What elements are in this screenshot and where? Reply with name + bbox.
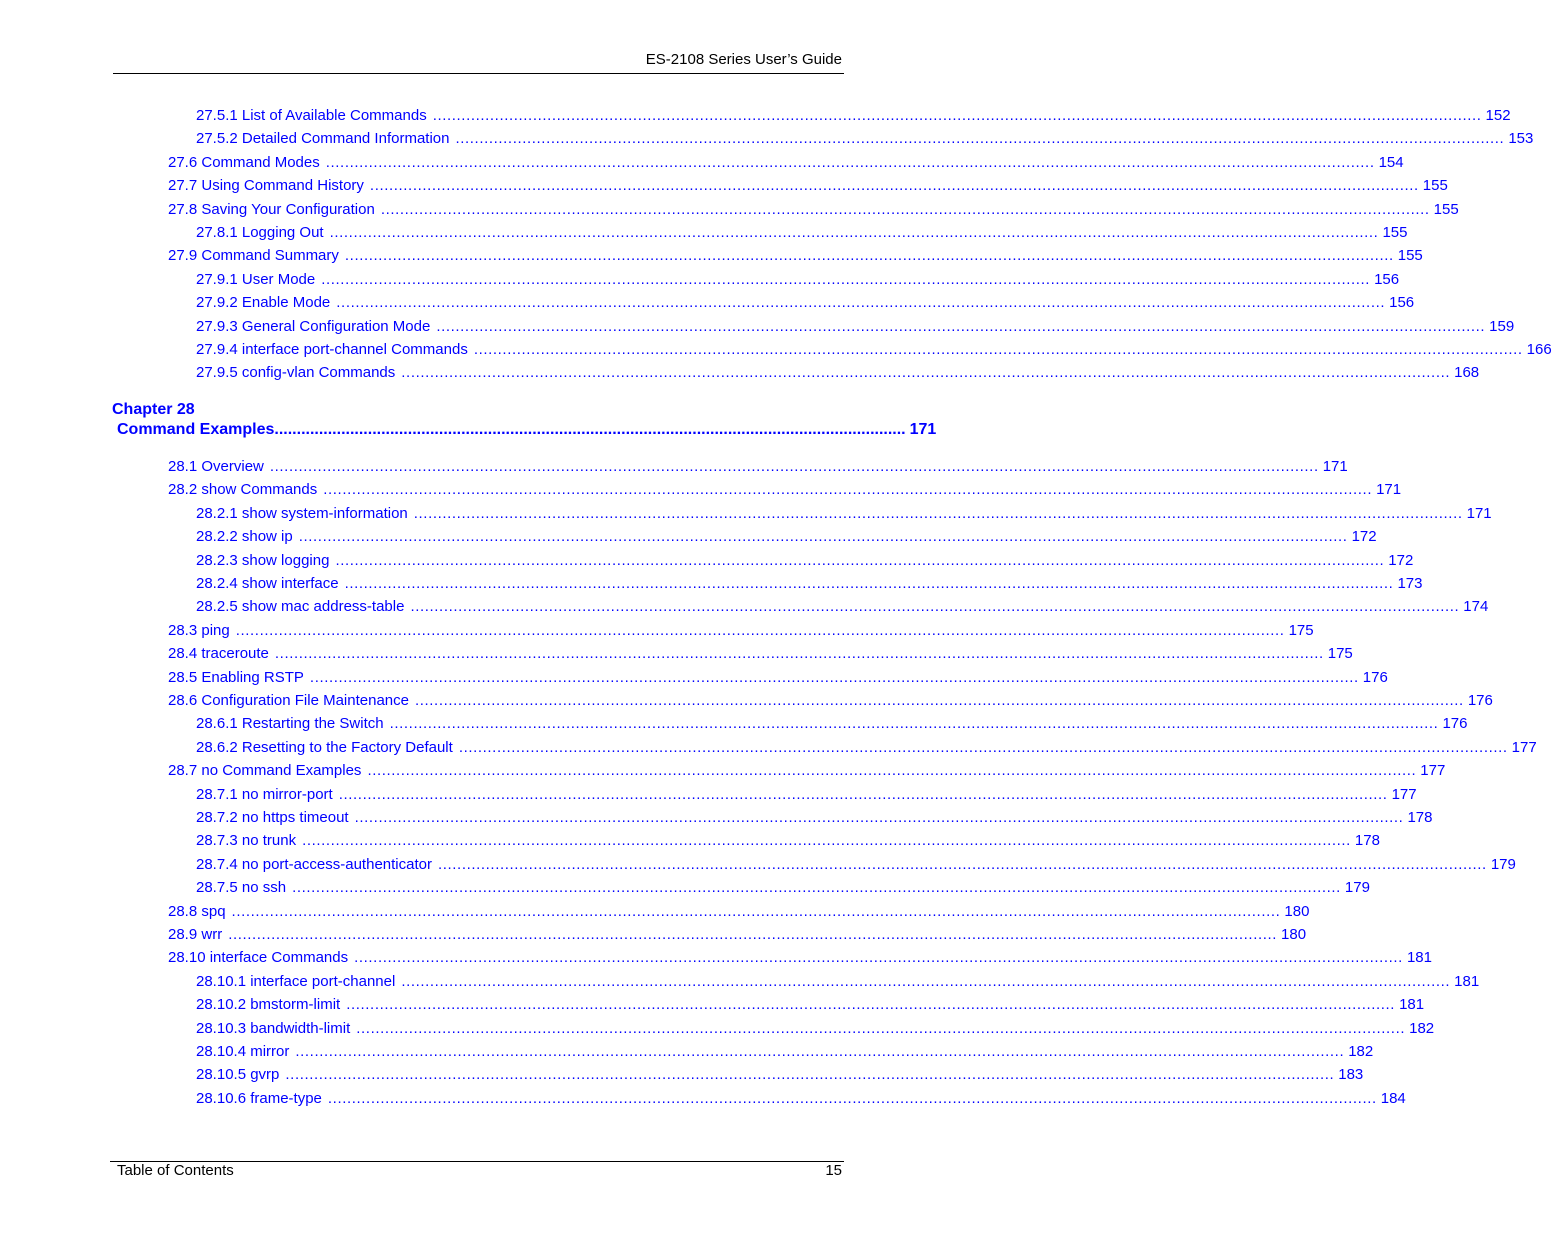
toc-entry-page-number: 175 (1327, 645, 1353, 663)
toc-entry-title: 28.10.4 mirror (196, 1043, 290, 1060)
dot-leader: .............................................................................................................................................. (274, 421, 906, 438)
toc-entry-title: 28.2 show Commands (168, 481, 318, 499)
dot-leader: ............................................................................................................................................................................................................................ (473, 341, 1523, 358)
toc-entry-title: 28.10.3 bandwidth-limit (196, 1019, 351, 1037)
toc-entry-title: 28.2.5 show mac address-table (196, 598, 405, 616)
toc-entry[interactable] (0, 761, 1446, 781)
toc-entry[interactable] (0, 1065, 1364, 1085)
toc-entry-title: 28.1 Overview (168, 458, 264, 475)
dot-leader: ............................................................................................................................................................................................................................ (292, 879, 1341, 897)
toc-entry[interactable] (0, 621, 1314, 641)
toc-entry[interactable] (0, 551, 1414, 571)
toc-entry-title: 28.8 spq (168, 902, 226, 920)
footer-page-number: 15 (825, 1162, 842, 1179)
toc-entry[interactable] (0, 925, 1307, 945)
footer-section-title: Table of Contents (117, 1162, 234, 1179)
toc-entry-title: 28.10.5 gvrp (196, 1066, 280, 1084)
dot-leader: ............................................................................................................................................................................................................................ (344, 575, 1394, 592)
toc-entry[interactable] (0, 246, 1423, 266)
toc-entry[interactable] (0, 902, 1310, 922)
toc-entry-page-number: 173 (1397, 575, 1423, 592)
toc-entry[interactable] (0, 129, 1534, 149)
toc-entry-title: 27.9.3 General Configuration Mode (196, 317, 431, 335)
dot-leader: ............................................................................................................................................................................................................................ (356, 1019, 1406, 1037)
toc-entry-page-number: 153 (1508, 130, 1534, 148)
toc-entry-title: 28.10.2 bmstorm-limit (196, 996, 341, 1014)
dot-leader: ............................................................................................................................................................................................................................ (338, 785, 1388, 803)
toc-entry-page-number: 184 (1380, 1089, 1406, 1107)
dot-leader: ............................................................................................................................................................................................................................ (354, 949, 1403, 967)
toc-entry-page-number: 159 (1489, 317, 1515, 335)
chapter-label[interactable]: Chapter 28 (112, 401, 195, 418)
dot-leader: ............................................................................................................................................................................................................................ (309, 668, 1359, 686)
toc-entry-title: 27.7 Using Command History (168, 177, 364, 195)
toc-entry-page-number: 179 (1344, 879, 1370, 897)
toc-entry-page-number: 177 (1511, 738, 1537, 756)
toc-entry-page-number: 178 (1407, 809, 1433, 826)
dot-leader: ............................................................................................................................................................................................................................ (369, 177, 1419, 195)
toc-entry-title: 28.7.3 no trunk (196, 832, 297, 850)
toc-entry-title: 27.6 Command Modes (168, 153, 320, 171)
toc-entry-page-number: 171 (1376, 481, 1402, 499)
toc-entry-title: 28.7.4 no port-access-authenticator (196, 855, 432, 873)
dot-leader: ............................................................................................................................................................................................................................ (321, 270, 1371, 288)
toc-entry[interactable] (0, 808, 1433, 828)
toc-entry[interactable] (0, 340, 1552, 360)
dot-leader: ............................................................................................................................................................................................................................ (335, 551, 1385, 569)
toc-entry[interactable] (0, 1089, 1406, 1109)
toc-entry-title: 27.9.5 config-vlan Commands (196, 364, 396, 382)
toc-entry-page-number: 182 (1348, 1043, 1374, 1060)
toc-entry-title: 27.9.4 interface port-channel Commands (196, 341, 468, 358)
toc-entry-page-number: 177 (1391, 785, 1417, 803)
dot-leader: ............................................................................................................................................................................................................................ (380, 200, 1430, 218)
toc-entry[interactable] (0, 995, 1425, 1015)
toc-entry[interactable] (0, 597, 1489, 617)
dot-leader: ............................................................................................................................................................................................................................ (346, 996, 1396, 1014)
toc-entry[interactable] (0, 668, 1388, 688)
toc-entry-page-number: 166 (1526, 341, 1552, 358)
toc-entry[interactable] (0, 153, 1404, 173)
toc-entry-page-number: 180 (1281, 926, 1307, 943)
dot-leader: ............................................................................................................................................................................................................................ (458, 738, 1508, 756)
toc-entry[interactable] (0, 293, 1415, 313)
toc-entry[interactable] (0, 270, 1400, 290)
toc-entry-page-number: 171 (1322, 458, 1348, 475)
toc-entry-title: 28.7.2 no https timeout (196, 809, 349, 826)
chapter-page-number: 171 (909, 421, 937, 438)
toc-entry-title: 28.2.4 show interface (196, 575, 339, 592)
dot-leader: ............................................................................................................................................................................................................................ (231, 902, 1281, 920)
toc-entry-title: 27.9 Command Summary (168, 247, 339, 265)
dot-leader: ............................................................................................................................................................................................................................ (344, 247, 1394, 265)
dot-leader: ............................................................................................................................................................................................................................ (323, 481, 1373, 499)
dot-leader: ............................................................................................................................................................................................................................ (413, 504, 1463, 522)
toc-entry-page-number: 180 (1284, 902, 1310, 920)
toc-entry-title: 28.3 ping (168, 621, 230, 639)
dot-leader: ............................................................................................................................................................................................................................ (455, 130, 1505, 148)
toc-entry[interactable] (0, 363, 1480, 383)
toc-entry-title: 28.10.1 interface port-channel (196, 972, 396, 990)
toc-entry[interactable] (0, 457, 1348, 477)
toc-entry[interactable] (0, 106, 1511, 126)
toc-entry-title: 27.5.1 List of Available Commands (196, 107, 427, 124)
toc-entry-page-number: 176 (1442, 715, 1468, 733)
dot-leader: ............................................................................................................................................................................................................................ (235, 621, 1285, 639)
toc-entry[interactable] (0, 223, 1408, 243)
dot-leader: ............................................................................................................................................................................................................................ (295, 1043, 1345, 1060)
toc-entry-title: 28.4 traceroute (168, 645, 269, 663)
toc-entry-page-number: 174 (1463, 598, 1489, 616)
toc-entry-title: 28.2.1 show system-information (196, 504, 408, 522)
toc-entry-title: 28.7.1 no mirror-port (196, 785, 333, 803)
toc-entry[interactable] (0, 1019, 1435, 1039)
dot-leader: ............................................................................................................................................................................................................................ (367, 762, 1417, 780)
toc-entry[interactable] (0, 574, 1423, 594)
toc-entry-title: 27.9.1 User Mode (196, 270, 316, 288)
toc-entry-page-number: 152 (1485, 107, 1511, 124)
toc-entry-page-number: 154 (1378, 153, 1404, 171)
toc-entry[interactable] (0, 317, 1515, 337)
toc-entry-title: 28.6 Configuration File Maintenance (168, 692, 409, 709)
toc-entry-page-number: 168 (1454, 364, 1480, 382)
dot-leader: ............................................................................................................................................................................................................................ (269, 458, 1319, 475)
dot-leader: ............................................................................................................................................................................................................................ (436, 317, 1486, 335)
dot-leader: ............................................................................................................................................................................................................................ (298, 528, 1348, 546)
toc-entry[interactable] (0, 644, 1353, 664)
toc-entry-page-number: 156 (1374, 270, 1400, 288)
toc-entry-title: 28.2.3 show logging (196, 551, 330, 569)
toc-entry-page-number: 181 (1454, 972, 1480, 990)
toc-entry-title: 28.5 Enabling RSTP (168, 668, 304, 686)
dot-leader: ............................................................................................................................................................................................................................ (302, 832, 1351, 850)
dot-leader: ............................................................................................................................................................................................................................ (401, 972, 1451, 990)
toc-entry-page-number: 155 (1397, 247, 1423, 265)
toc-entry[interactable] (0, 972, 1480, 992)
dot-leader: ............................................................................................................................................................................................................................ (325, 153, 1375, 171)
dot-leader: ............................................................................................................................................................................................................................ (389, 715, 1439, 733)
toc-entry-title: 28.6.1 Restarting the Switch (196, 715, 384, 733)
dot-leader: ............................................................................................................................................................................................................................ (285, 1066, 1335, 1084)
toc-entry[interactable] (0, 1042, 1374, 1062)
toc-entry[interactable] (0, 527, 1377, 547)
toc-entry[interactable] (0, 738, 1537, 758)
toc-entry-title: 27.8.1 Logging Out (196, 224, 324, 241)
toc-entry-page-number: 155 (1433, 200, 1459, 218)
toc-entry[interactable] (0, 855, 1516, 875)
toc-entry[interactable] (0, 176, 1448, 196)
toc-entry[interactable] (0, 480, 1402, 500)
toc-entry[interactable] (0, 691, 1493, 711)
toc-entry-title: 28.7.5 no ssh (196, 879, 287, 897)
toc-entry-page-number: 181 (1399, 996, 1425, 1014)
toc-entry-page-number: 172 (1388, 551, 1414, 569)
toc-entry[interactable] (0, 831, 1380, 851)
page-header-title: ES-2108 Series User’s Guide (645, 51, 842, 68)
dot-leader: ............................................................................................................................................................................................................................ (274, 645, 1324, 663)
dot-leader: ............................................................................................................................................................................................................................ (432, 107, 1482, 124)
toc-entry-page-number: 181 (1406, 949, 1432, 967)
toc-entry-title: 27.5.2 Detailed Command Information (196, 130, 450, 148)
chapter-entry[interactable] (117, 419, 937, 441)
toc-entry-page-number: 156 (1389, 294, 1415, 312)
dot-leader: ............................................................................................................................................................................................................................ (401, 364, 1451, 382)
toc-entry[interactable] (0, 785, 1417, 805)
toc-entry-page-number: 182 (1409, 1019, 1435, 1037)
header-rule (113, 73, 844, 74)
chapter-title: Command Examples (117, 421, 275, 438)
toc-entry-page-number: 172 (1351, 528, 1377, 546)
toc-entry-page-number: 176 (1467, 692, 1493, 709)
toc-entry[interactable] (0, 200, 1459, 220)
toc-entry-title: 28.2.2 show ip (196, 528, 293, 546)
dot-leader: ............................................................................................................................................................................................................................ (437, 855, 1487, 873)
dot-leader: ............................................................................................................................................................................................................................ (336, 294, 1386, 312)
dot-leader: ............................................................................................................................................................................................................................ (414, 692, 1464, 709)
toc-entry[interactable] (0, 948, 1432, 968)
toc-entry-title: 28.10.6 frame-type (196, 1089, 322, 1107)
toc-entry-page-number: 177 (1420, 762, 1446, 780)
toc-entry-page-number: 171 (1466, 504, 1492, 522)
dot-leader: ............................................................................................................................................................................................................................ (354, 809, 1404, 826)
dot-leader: ............................................................................................................................................................................................................................ (410, 598, 1460, 616)
toc-entry-title: 27.8 Saving Your Configuration (168, 200, 375, 218)
toc-entry[interactable] (0, 714, 1468, 734)
toc-entry-page-number: 155 (1382, 224, 1408, 241)
toc-entry-page-number: 178 (1354, 832, 1380, 850)
toc-entry[interactable] (0, 504, 1492, 524)
dot-leader: ............................................................................................................................................................................................................................ (329, 224, 1379, 241)
toc-entry-title: 27.9.2 Enable Mode (196, 294, 331, 312)
toc-entry-title: 28.6.2 Resetting to the Factory Default (196, 738, 453, 756)
toc-entry-page-number: 155 (1422, 177, 1448, 195)
toc-entry-title: 28.7 no Command Examples (168, 762, 362, 780)
dot-leader: ............................................................................................................................................................................................................................ (327, 1089, 1377, 1107)
toc-entry-page-number: 183 (1338, 1066, 1364, 1084)
dot-leader: ............................................................................................................................................................................................................................ (228, 926, 1278, 943)
toc-entry[interactable] (0, 878, 1370, 898)
toc-entry-title: 28.9 wrr (168, 926, 223, 943)
toc-entry-title: 28.10 interface Commands (168, 949, 349, 967)
toc-entry-page-number: 176 (1362, 668, 1388, 686)
toc-entry-page-number: 175 (1288, 621, 1314, 639)
toc-entry-page-number: 179 (1490, 855, 1516, 873)
